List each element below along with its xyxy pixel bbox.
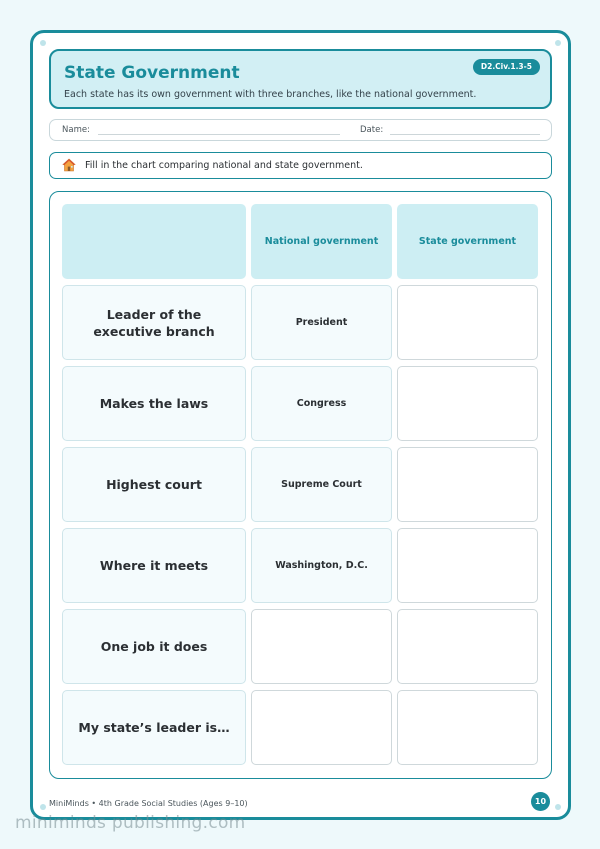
national-cell-state-leader[interactable] xyxy=(251,690,392,765)
row-label-one-job: One job it does xyxy=(62,609,246,684)
state-cell-state-leader[interactable] xyxy=(397,690,538,765)
state-cell-one-job[interactable] xyxy=(397,609,538,684)
row-label-state-leader: My state’s leader is… xyxy=(62,690,246,765)
row-label-executive-leader: Leader of the executive branch xyxy=(62,285,246,360)
page-number-badge: 10 xyxy=(531,792,550,811)
date-line[interactable] xyxy=(390,134,540,135)
footer-text: MiniMinds • 4th Grade Social Studies (Ages 9–10) xyxy=(49,799,248,808)
corner-dot-bottom-left xyxy=(40,804,46,810)
state-cell-executive-leader[interactable] xyxy=(397,285,538,360)
page-subtitle: Each state has its own government with three branches, like the national government. xyxy=(64,89,477,100)
instruction-text: Fill in the chart comparing national and state government. xyxy=(85,160,363,171)
national-cell-one-job[interactable] xyxy=(251,609,392,684)
row-label-makes-laws: Makes the laws xyxy=(62,366,246,441)
state-cell-where-it-meets[interactable] xyxy=(397,528,538,603)
name-date-bar xyxy=(49,119,552,141)
table-header-blank xyxy=(62,204,246,279)
state-cell-highest-court[interactable] xyxy=(397,447,538,522)
page-title: State Government xyxy=(64,63,240,83)
corner-dot-top-right xyxy=(555,40,561,46)
national-cell-executive-leader: President xyxy=(251,285,392,360)
table-header-state: State government xyxy=(397,204,538,279)
row-label-highest-court: Highest court xyxy=(62,447,246,522)
comparison-table xyxy=(49,191,552,779)
worksheet-page xyxy=(30,30,571,820)
instruction-bar xyxy=(49,152,552,179)
state-cell-makes-laws[interactable] xyxy=(397,366,538,441)
date-label: Date: xyxy=(360,125,384,135)
table-header-national: National government xyxy=(251,204,392,279)
corner-dot-bottom-right xyxy=(555,804,561,810)
standard-badge: D2.Civ.1.3-5 xyxy=(473,59,540,75)
corner-dot-top-left xyxy=(40,40,46,46)
name-line[interactable] xyxy=(98,134,340,135)
name-label: Name: xyxy=(62,125,90,135)
row-label-where-it-meets: Where it meets xyxy=(62,528,246,603)
national-cell-where-it-meets: Washington, D.C. xyxy=(251,528,392,603)
publisher-watermark: miniminds publishing.com xyxy=(15,813,246,833)
national-cell-highest-court: Supreme Court xyxy=(251,447,392,522)
national-cell-makes-laws: Congress xyxy=(251,366,392,441)
house-icon xyxy=(62,158,76,172)
header-banner xyxy=(49,49,552,109)
